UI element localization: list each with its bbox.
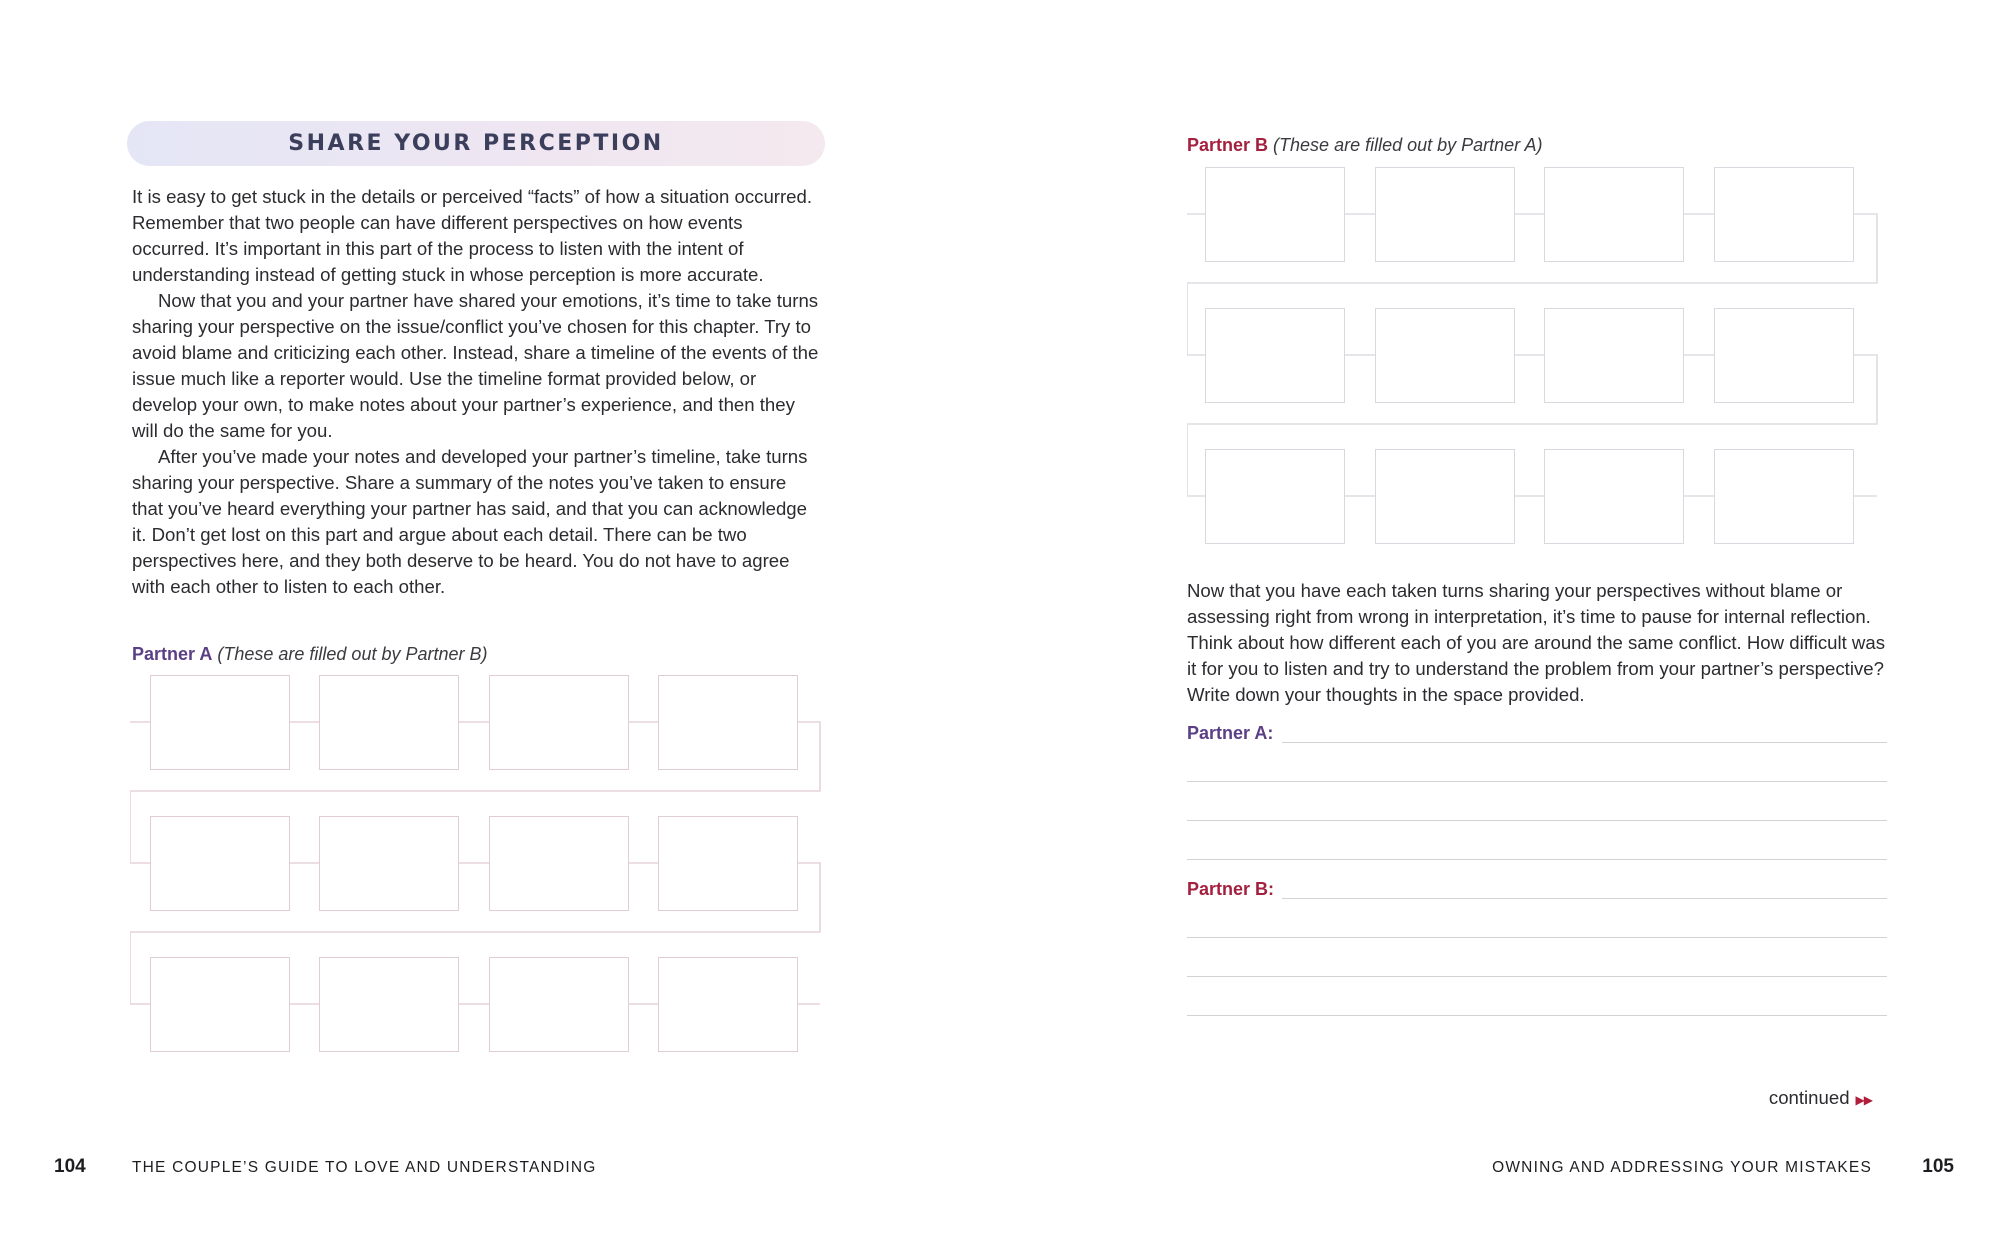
timeline-box[interactable] xyxy=(658,816,798,911)
continued-label: continued xyxy=(1768,1087,1850,1108)
partner-b-timeline xyxy=(1187,167,1887,557)
continued-marker xyxy=(1769,1087,1872,1109)
writing-line[interactable] xyxy=(1187,820,1887,821)
page-number: 104 xyxy=(54,1156,86,1177)
timeline-box[interactable] xyxy=(1205,449,1345,544)
timeline-box[interactable] xyxy=(1714,167,1854,262)
timeline-box[interactable] xyxy=(319,816,459,911)
writing-line[interactable] xyxy=(1282,898,1887,899)
section-title: SHARE YOUR PERCEPTION xyxy=(288,131,664,156)
timeline-box[interactable] xyxy=(658,957,798,1052)
running-head: OWNING AND ADDRESSING YOUR MISTAKES xyxy=(1492,1159,1872,1176)
timeline-box[interactable] xyxy=(1375,449,1515,544)
timeline-box[interactable] xyxy=(1544,449,1684,544)
timeline-box[interactable] xyxy=(1205,308,1345,403)
timeline-box[interactable] xyxy=(489,675,629,770)
partner-a-note: (These are filled out by Partner B) xyxy=(217,644,488,664)
section-title-banner xyxy=(127,121,825,166)
timeline-box[interactable] xyxy=(1544,167,1684,262)
reflection-prompt: Now that you have each taken turns sharing your perspectives without blame or assessing right from wrong in interpretation, it’s time to pause for internal reflection. Think about how different each of you are around the same conflict. How difficult was it for you to listen and try to understand the problem from your partner’s perspective? Write down your thoughts in the space provided. xyxy=(1187,580,1886,705)
partner-b-label: Partner B xyxy=(1187,135,1269,155)
paragraph: After you’ve made your notes and developed your partner’s timeline, take turns sharing your perspective. Share a summary of the notes you’ve taken to ensure that you’ve heard everything your partner has said, and that you can acknowledge it. Don’t get lost on this part and argue about each detail. There can be two perspectives here, and they both deserve to be heard. You do not have to agree with each other to listen to each other. xyxy=(132,446,808,597)
writing-line[interactable] xyxy=(1187,937,1887,938)
partner-b-heading xyxy=(1187,135,1543,156)
writing-line[interactable] xyxy=(1187,859,1887,860)
paragraph: Now that you and your partner have shared your emotions, it’s time to take turns sharing your perspective on the issue/conflict you’ve chosen for this chapter. Try to avoid blame and criticizing each other. Instead, share a timeline of the events of the issue much like a reporter would. Use the timeline format provided below, or develop your own, to make notes about your partner’s experience, and then they will do the same for you. xyxy=(132,290,819,441)
right-page xyxy=(1000,0,2000,1233)
write-label-partner-b: Partner B: xyxy=(1187,879,1275,899)
timeline-box[interactable] xyxy=(1544,308,1684,403)
intro-text xyxy=(132,184,822,600)
partner-a-timeline xyxy=(130,675,830,1065)
timeline-box[interactable] xyxy=(1714,308,1854,403)
timeline-box[interactable] xyxy=(150,816,290,911)
timeline-box[interactable] xyxy=(150,675,290,770)
partner-a-heading xyxy=(132,644,488,665)
writing-line[interactable] xyxy=(1187,781,1887,782)
timeline-box[interactable] xyxy=(658,675,798,770)
timeline-box[interactable] xyxy=(319,957,459,1052)
write-label-partner-a: Partner A: xyxy=(1187,723,1274,743)
running-head: THE COUPLE’S GUIDE TO LOVE AND UNDERSTANDING xyxy=(132,1159,597,1176)
timeline-box[interactable] xyxy=(319,675,459,770)
page-number: 105 xyxy=(1922,1156,1954,1177)
double-triangle-right-icon: ▶▶ xyxy=(1855,1093,1872,1107)
partner-a-label: Partner A xyxy=(132,644,213,664)
timeline-box[interactable] xyxy=(1375,308,1515,403)
timeline-box[interactable] xyxy=(489,816,629,911)
writing-line[interactable] xyxy=(1187,976,1887,977)
paragraph: It is easy to get stuck in the details or perceived “facts” of how a situation occurred. Remember that two people can have different perspectives on how events occurred. It’s important in this part of the process to listen with the intent of understanding instead of getting stuck in whose perception is more accurate. xyxy=(132,186,813,285)
timeline-box[interactable] xyxy=(1205,167,1345,262)
writing-line[interactable] xyxy=(1282,742,1887,743)
timeline-box[interactable] xyxy=(150,957,290,1052)
writing-line[interactable] xyxy=(1187,1015,1887,1016)
timeline-box[interactable] xyxy=(1375,167,1515,262)
timeline-box[interactable] xyxy=(489,957,629,1052)
partner-b-note: (These are filled out by Partner A) xyxy=(1273,135,1543,155)
timeline-box[interactable] xyxy=(1714,449,1854,544)
